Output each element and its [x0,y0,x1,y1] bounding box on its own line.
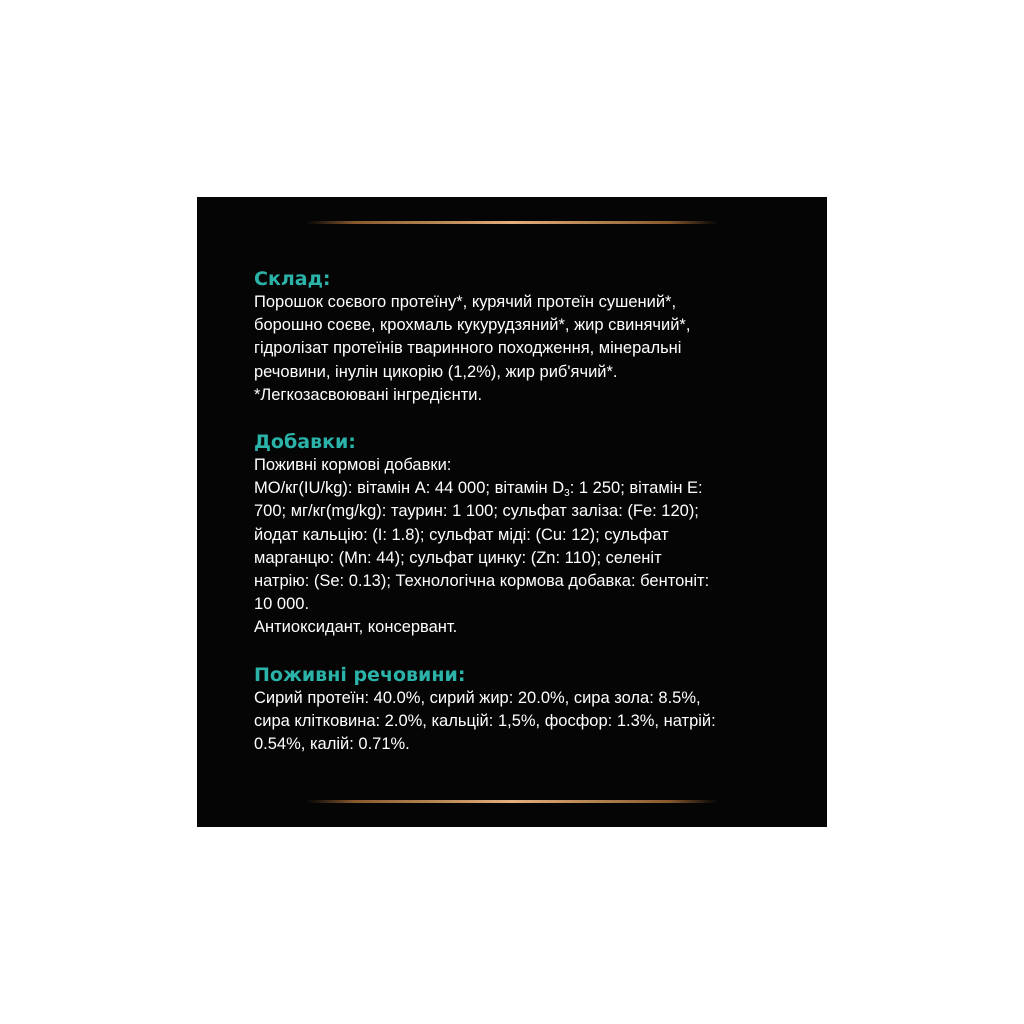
additives-line: йодат кальцію: (I: 1.8); сульфат міді: (Cu: 12); сульфат [254,525,669,544]
additives-section [254,430,814,640]
additives-line-part: : 1 250; вітамін Е: [569,479,703,498]
composition-line: борошно соєве, крохмаль кукурудзяний*, жир свинячий*, [254,316,691,335]
ingredients-card [197,197,827,827]
vitamin-d-subscript: 3 [564,488,570,500]
top-gold-divider [307,221,717,224]
composition-line: гідролізат протеїнів тваринного походження, мінеральні [254,339,682,358]
composition-section [254,267,814,407]
additives-line: Антиоксидант, консервант. [254,618,458,637]
additives-line: 700; мг/кг(mg/kg): таурин: 1 100; сульфат заліза: (Fe: 120); [254,502,699,521]
additives-line: марганцю: (Mn: 44); сульфат цинку: (Zn: 110); селеніт [254,548,662,567]
composition-footnote: *Легкозасвоювані інгредієнти. [254,385,483,404]
nutrients-line: Сирий протеїн: 40.0%, сирий жир: 20.0%, сира зола: 8.5%, [254,688,701,707]
content [254,267,814,756]
additives-heading: Добавки: [254,431,356,454]
composition-heading: Склад: [254,268,331,290]
additives-line: 10 000. [254,595,310,614]
additives-vitamins-line [254,477,814,500]
additives-line-part: МО/кг(IU/kg): вітамін А: 44 000; вітамін D [254,479,565,498]
nutrients-line: сира клітковина: 2.0%, кальцій: 1,5%, фосфор: 1.3%, натрій: [254,711,716,730]
additives-line: натрію: (Se: 0.13); Технологічна кормова добавка: бентоніт: [254,572,710,591]
composition-line: речовини, інулін цикорію (1,2%), жир риб'ячий*. [254,362,618,381]
nutrients-heading: Поживні речовини: [254,663,466,686]
nutrients-section [254,663,814,757]
additives-line: Поживні кормові добавки: [254,456,452,475]
nutrients-line: 0.54%, калій: 0.71%. [254,735,410,754]
bottom-gold-divider [307,800,717,803]
composition-line: Порошок соєвого протеїну*, курячий протеїн сушений*, [254,293,677,311]
